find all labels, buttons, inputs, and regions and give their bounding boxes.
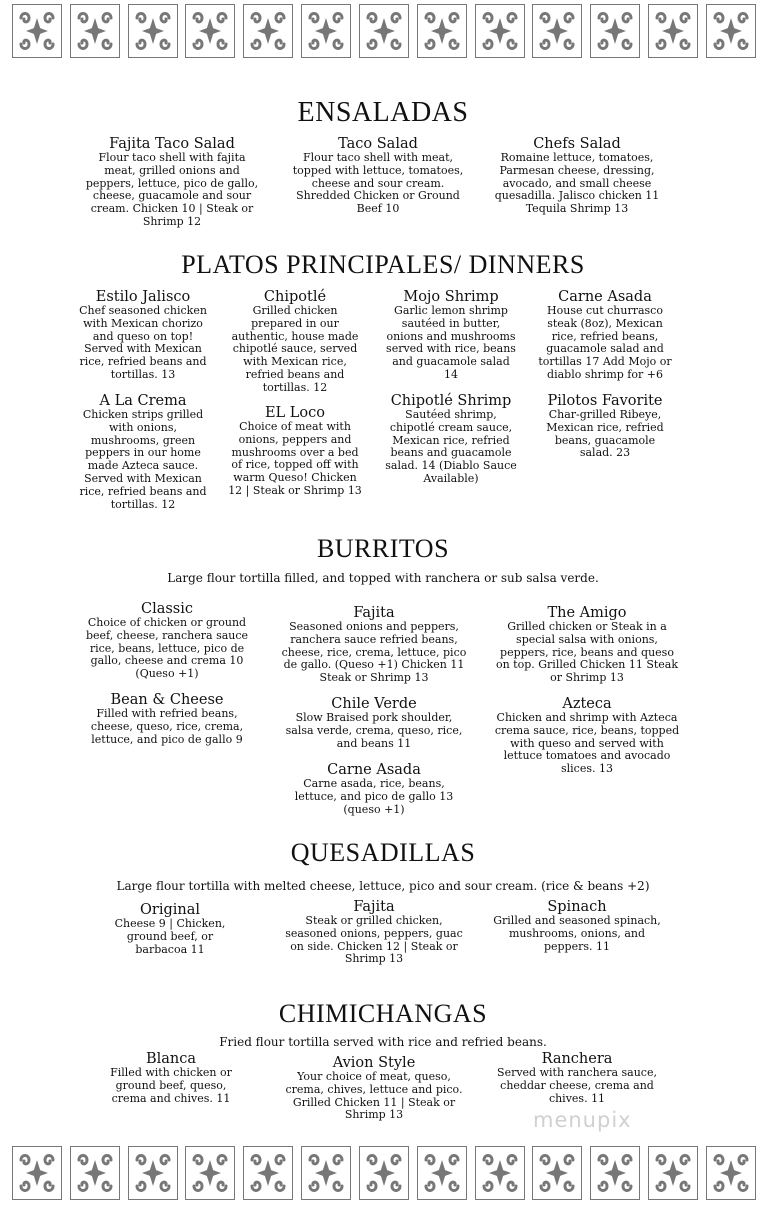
item-name: Chipotlé Shrimp bbox=[390, 393, 512, 409]
menu-item-chile-verde bbox=[284, 697, 464, 750]
ornament-tile-icon bbox=[70, 1146, 120, 1200]
item-name: Azteca bbox=[562, 696, 612, 712]
item-description: Grilled chicken prepared in our authentic, house made chipotlé sauce, served with Mexican rice, refried beans and tortillas. 12 bbox=[231, 304, 359, 394]
ornament-tile-icon bbox=[475, 4, 525, 58]
item-name: Ranchera bbox=[541, 1051, 613, 1067]
ornament-tile-icon bbox=[128, 4, 178, 58]
bottom-tile-border bbox=[12, 1146, 756, 1200]
item-name: Estilo Jalisco bbox=[95, 289, 191, 305]
item-description: Choice of chicken or ground beef, cheese, ranchera sauce rice, beans, lettuce, pico de gallo, cheese and crema 10 (Queso +1) bbox=[85, 616, 249, 681]
item-name: A La Crema bbox=[99, 393, 187, 409]
ornament-tile-icon bbox=[648, 4, 698, 58]
item-description: Garlic lemon shrimp sautéed in butter, onions and mushrooms served with rice, beans and guacamole salad 14 bbox=[386, 304, 516, 381]
menu-item-chipotle-shrimp bbox=[384, 394, 518, 486]
item-description: Filled with chicken or ground beef, queso, crema and chives. 11 bbox=[110, 1066, 232, 1105]
item-description: Filled with refried beans, cheese, queso, rice, crema, lettuce, and pico de gallo 9 bbox=[90, 707, 244, 746]
ornament-tile-icon bbox=[70, 4, 120, 58]
menu-item-blanca bbox=[100, 1052, 242, 1105]
ornament-tile-icon bbox=[590, 4, 640, 58]
menu-item-azteca bbox=[490, 697, 684, 776]
menu-item-fajita-taco-salad bbox=[82, 137, 262, 229]
ornament-tile-icon bbox=[301, 4, 351, 58]
chimichangas-subtitle: Fried flour tortilla served with rice and refried beans. bbox=[219, 1035, 547, 1049]
item-name: Taco Salad bbox=[338, 136, 418, 152]
menu-item-the-amigo bbox=[492, 606, 682, 685]
ornament-tile-icon bbox=[532, 1146, 582, 1200]
ornament-tile-icon bbox=[128, 1146, 178, 1200]
item-name: Pilotos Favorite bbox=[547, 393, 663, 409]
item-name: Carne Asada bbox=[558, 289, 652, 305]
ornament-tile-icon bbox=[706, 1146, 756, 1200]
item-description: Carne asada, rice, beans, lettuce, and pico de gallo 13 (queso +1) bbox=[294, 777, 454, 816]
ornament-tile-icon bbox=[243, 4, 293, 58]
ornament-tile-icon bbox=[12, 1146, 62, 1200]
item-description: Char-grilled Ribeye, Mexican rice, refried beans, guacamole salad. 23 bbox=[546, 408, 664, 460]
item-name: Chefs Salad bbox=[533, 136, 621, 152]
ornament-tile-icon bbox=[12, 4, 62, 58]
menu-item-ranchera bbox=[490, 1052, 664, 1105]
section-title-quesadillas: QUESADILLAS bbox=[290, 838, 476, 867]
menu-item-fajita-burrito bbox=[280, 606, 468, 685]
item-name: Spinach bbox=[547, 899, 607, 915]
menu-item-spinach-quesadilla bbox=[486, 900, 668, 953]
item-description: Grilled and seasoned spinach, mushrooms, onions, and peppers. 11 bbox=[493, 914, 661, 953]
ornament-tile-icon bbox=[475, 1146, 525, 1200]
menu-item-estilo-jalisco bbox=[74, 290, 212, 382]
ornament-tile-icon bbox=[185, 1146, 235, 1200]
ornament-tile-icon bbox=[532, 4, 582, 58]
ornament-tile-icon bbox=[648, 1146, 698, 1200]
item-name: Chile Verde bbox=[331, 696, 417, 712]
menu-item-a-la-crema bbox=[76, 394, 210, 511]
ornament-tile-icon bbox=[417, 4, 467, 58]
ornament-tile-icon bbox=[359, 4, 409, 58]
item-description: Chicken strips grilled with onions, mushrooms, green peppers in our home made Azteca sauce. Served with Mexican rice, refried beans and tortillas. 12 bbox=[79, 408, 207, 511]
item-name: Fajita Taco Salad bbox=[109, 136, 235, 152]
item-description: Grilled chicken or Steak in a special salsa with onions, peppers, rice, beans and queso on top. Grilled Chicken 11 Steak or Shrimp 13 bbox=[495, 620, 679, 685]
ornament-tile-icon bbox=[359, 1146, 409, 1200]
ornament-tile-icon bbox=[417, 1146, 467, 1200]
item-description: Seasoned onions and peppers, ranchera sauce refried beans, cheese, rice, crema, lettuce, pico de gallo. (Queso +1) Chicken 11 Steak or Shrimp 13 bbox=[281, 620, 467, 685]
menu-item-original-quesadilla bbox=[108, 903, 232, 956]
item-description: Slow Braised pork shoulder, salsa verde, crema, queso, rice, and beans 11 bbox=[285, 711, 463, 750]
ornament-tile-icon bbox=[243, 1146, 293, 1200]
ornament-tile-icon bbox=[590, 1146, 640, 1200]
menu-item-fajita-quesadilla bbox=[278, 900, 470, 966]
menu-item-chefs-salad bbox=[492, 137, 662, 216]
item-description: Sautéed shrimp, chipotlé cream sauce, Mexican rice, refried beans and guacamole salad. 14 (Diablo Sauce Available) bbox=[385, 408, 517, 485]
item-name: Carne Asada bbox=[327, 762, 421, 778]
menu-item-bean-and-cheese bbox=[84, 693, 250, 746]
ornament-tile-icon bbox=[301, 1146, 351, 1200]
menu-item-carne-asada-burrito bbox=[286, 763, 462, 816]
top-tile-border bbox=[12, 4, 756, 58]
item-description: Served with ranchera sauce, cheddar cheese, crema and chives. 11 bbox=[497, 1066, 657, 1105]
menu-item-chipotle bbox=[226, 290, 364, 395]
item-description: Chef seasoned chicken with Mexican chorizo and queso on top! Served with Mexican rice, refried beans and tortillas. 13 bbox=[79, 304, 207, 381]
item-name: Fajita bbox=[353, 605, 395, 621]
item-name: Chipotlé bbox=[263, 289, 327, 305]
section-title-platos-principales: PLATOS PRINCIPALES/ DINNERS bbox=[181, 250, 585, 279]
menu-item-classic-burrito bbox=[80, 602, 254, 681]
item-description: Chicken and shrimp with Azteca crema sauce, rice, beans, topped with queso and served with lettuce tomatoes and avocado slices. 13 bbox=[494, 711, 680, 776]
menu-item-carne-asada-dinner bbox=[533, 290, 677, 382]
item-description: Choice of meat with onions, peppers and mushrooms over a bed of rice, topped off with warm Queso! Chicken 12 | Steak or Shrimp 13 bbox=[228, 420, 362, 497]
quesadillas-subtitle: Large flour tortilla with melted cheese, lettuce, pico and sour cream. (rice & beans +2) bbox=[116, 879, 650, 893]
item-description: Your choice of meat, queso, crema, chives, lettuce and pico. Grilled Chicken 11 | Steak or Shrimp 13 bbox=[285, 1070, 463, 1122]
item-description: House cut churrasco steak (8oz), Mexican rice, refried beans, guacamole salad and tortillas 17 Add Mojo or diablo shrimp for +6 bbox=[538, 304, 672, 381]
menu-item-taco-salad bbox=[283, 137, 473, 216]
menupix-watermark: menupix bbox=[533, 1108, 632, 1132]
item-name: Blanca bbox=[145, 1051, 197, 1067]
section-title-ensaladas: ENSALADAS bbox=[297, 97, 469, 128]
item-name: EL Loco bbox=[264, 405, 326, 421]
item-name: Bean & Cheese bbox=[110, 692, 224, 708]
burritos-subtitle: Large flour tortilla filled, and topped with ranchera or sub salsa verde. bbox=[167, 571, 599, 585]
item-name: Avion Style bbox=[332, 1055, 416, 1071]
item-description: Cheese 9 | Chicken, ground beef, or barbacoa 11 bbox=[114, 917, 226, 956]
item-name: Original bbox=[140, 902, 200, 918]
item-name: The Amigo bbox=[547, 605, 627, 621]
menu-item-pilotos-favorite bbox=[537, 394, 673, 460]
item-name: Mojo Shrimp bbox=[403, 289, 499, 305]
item-name: Classic bbox=[140, 601, 194, 617]
section-title-burritos: BURRITOS bbox=[316, 534, 450, 563]
ornament-tile-icon bbox=[185, 4, 235, 58]
item-description: Flour taco shell with fajita meat, grilled onions and peppers, lettuce, pico de gallo, cheese, guacamole and sour cream. Chicken 10 | Steak or Shrimp 12 bbox=[85, 151, 259, 228]
menu-item-avion-style bbox=[284, 1056, 464, 1122]
ornament-tile-icon bbox=[706, 4, 756, 58]
item-name: Fajita bbox=[353, 899, 395, 915]
item-description: Romaine lettuce, tomatoes, Parmesan cheese, dressing, avocado, and small cheese quesadilla. Jalisco chicken 11 Tequila Shrimp 13 bbox=[494, 151, 660, 216]
menu-item-el-loco bbox=[228, 406, 362, 498]
section-title-chimichangas: CHIMICHANGAS bbox=[278, 999, 488, 1028]
item-description: Flour taco shell with meat, topped with lettuce, tomatoes, cheese and sour cream. Shredded Chicken or Ground Beef 10 bbox=[292, 151, 464, 216]
menu-item-mojo-shrimp bbox=[386, 290, 516, 382]
item-description: Steak or grilled chicken, seasoned onions, peppers, guac on side. Chicken 12 | Steak or Shrimp 13 bbox=[285, 914, 463, 966]
